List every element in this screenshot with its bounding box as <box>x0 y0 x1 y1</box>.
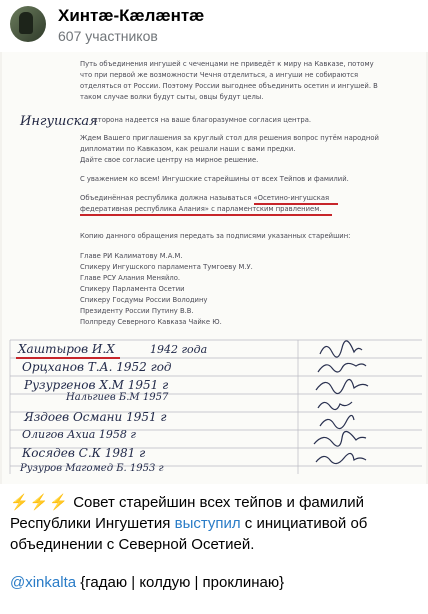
tagline: {гадаю | колдую | проклинаю} <box>76 574 285 591</box>
handwritten-ingush: Ингушская <box>20 114 98 129</box>
doc-line: сторона надеется на ваше благоразумное согласия центра. <box>94 116 312 124</box>
red-underline <box>254 203 338 205</box>
doc-line: С уважением ко всем! Ингушские старейшины от всех Тейпов и фамилий. <box>80 175 349 183</box>
red-underline <box>16 357 120 359</box>
recipient-line: Президенту России Путину В.В. <box>80 307 194 315</box>
signer-name: Хаштыров И.Х <box>18 342 115 356</box>
doc-line: Копию данного обращения передать за подписями указанных старейшин: <box>80 232 351 240</box>
signer-name: Рузуров Магомед Б. 1953 г <box>20 463 164 474</box>
caption-text: с инициативой об объединении с Северной Осетией. <box>10 515 368 553</box>
recipient-line: Полпреду Северного Кавказа Чайке Ю. <box>80 318 222 326</box>
signer-name: Рузургенов Х.М 1951 г <box>24 378 169 392</box>
post-signature <box>10 574 284 591</box>
document-photo[interactable] <box>0 52 428 484</box>
doc-line: Ждем Вашего приглашения за круглый стол для решения вопрос путём народной <box>80 134 379 142</box>
member-count: 607 участников <box>58 28 158 44</box>
doc-line: таком случае волки будут сыты, овцы будут целы. <box>80 93 264 101</box>
signer-name: Олигов Ахиа 1958 г <box>22 428 136 441</box>
doc-line: что при первой же возможности Чечня отделиться, а ингуши не собираются <box>80 71 359 79</box>
document-paper <box>2 52 426 484</box>
recipient-line: Спикеру Парламента Осетии <box>80 285 185 293</box>
doc-line: Объединённая республика должна называться «Осетино-ингушская <box>80 194 330 202</box>
doc-line: Путь объединения ингушей с чеченцами не приведёт к миру на Кавказе, потому <box>80 60 374 68</box>
recipient-line: Главе РСУ Алания Меняйло. <box>80 274 181 282</box>
doc-line: дипломатии по Кавказом, как решали наши с вами предки. <box>80 145 296 153</box>
caption-text: Совет старейшин всех тейпов и фамилий Республики Ингушетия <box>10 494 364 532</box>
doc-line: федеративная республика Алания» с парламентским правлением. <box>80 205 322 213</box>
post-caption <box>10 492 420 555</box>
signer-name: Орцханов Т.А. 1952 год <box>22 360 172 374</box>
caption-link[interactable]: выступил <box>174 515 241 532</box>
channel-avatar[interactable] <box>10 6 46 42</box>
channel-header[interactable] <box>0 0 428 52</box>
channel-title[interactable]: Хинтæ-Кæлæнтæ <box>58 6 205 25</box>
signer-year: 1942 года <box>150 343 208 356</box>
doc-line: отделяться от России. Поэтому России выгоднее объединить осетин и ингушей. В <box>80 82 378 90</box>
lightning-icon: ⚡⚡⚡ <box>10 494 70 511</box>
signer-name: Косядев С.К 1981 г <box>22 446 146 460</box>
recipient-line: Спикеру Ингушского парламента Тумгоеву М.У. <box>80 263 253 271</box>
signer-name: Нальгиев Б.М 1957 <box>66 392 169 403</box>
red-underline <box>80 214 332 216</box>
channel-handle-link[interactable]: @xinkalta <box>10 574 77 591</box>
signer-name: Яздоев Османи 1951 г <box>24 410 167 424</box>
doc-line: Дайте свое согласие центру на мирное решение. <box>80 156 259 164</box>
recipient-line: Спикеру Госдумы России Володину <box>80 296 208 304</box>
recipient-line: Главе РИ Калиматову М.А.М. <box>80 252 183 260</box>
